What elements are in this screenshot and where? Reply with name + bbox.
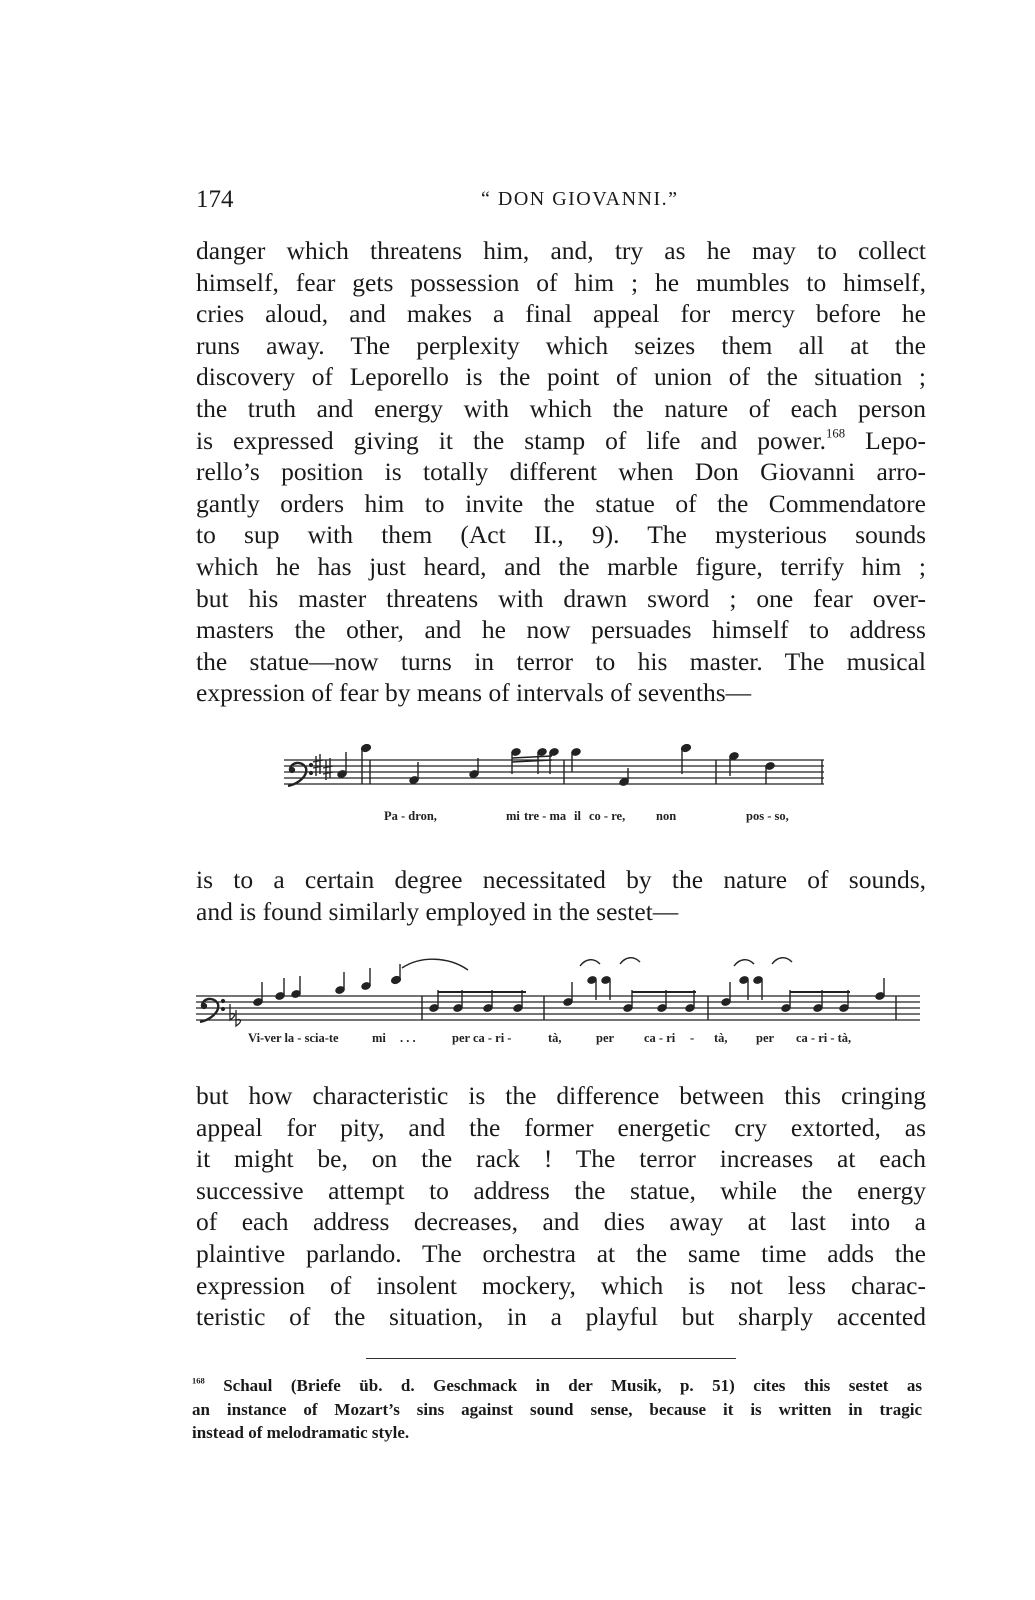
footnote-line: an instance of Mozart’s sins against sound sense, because it is written in tragic [192,1399,922,1419]
notes [337,744,775,786]
footnote-line: instead of melodramatic style. [192,1423,410,1442]
footnote [192,1374,922,1445]
text-line: is to a certain degree necessitated by the nature of sounds, [196,865,926,894]
lyric-syllable: pos - so, [746,809,789,823]
text-line: discovery of Leporello is the point of union of the situation ; [196,362,926,392]
text-line: expression of fear by means of intervals of sevenths— [196,678,752,708]
staff-lines [196,996,920,1020]
key-signature [313,754,333,780]
footnote-text: Schaul (Briefe üb. d. Geschmack in der Musik, p. 51) cites this sestet as [204,1376,922,1395]
text-line: successive attempt to address the statue, while the energy [196,1175,926,1205]
lyric-syllable: mi [506,809,520,823]
text-line: danger which threatens him, and, try as he may to collect [196,236,926,265]
lyric-syllable: tà, [714,1031,728,1045]
page-number: 174 [196,186,234,213]
running-title: “ DON GIOVANNI.” [481,188,679,210]
text-segment: is expressed giving it the stamp of life and power. [196,425,826,455]
text-line: to sup with them (Act II., 9). The mysterious sounds [196,520,926,550]
staff-lines [284,760,824,784]
lyric-syllable: mi [372,1031,386,1045]
lyric-syllable: Pa - dron, [384,809,437,823]
footnote-reference[interactable]: 168 [825,426,846,441]
lyric-syllable: per ca - ri - [452,1031,512,1045]
text-line: the statue—now turns in terror to his master. The musical [196,646,926,676]
lyric-syllable: non [656,809,677,823]
running-header [196,186,926,220]
lyric-syllable: tà, [548,1031,562,1045]
text-line: the truth and energy with which the nature of each person [196,393,926,423]
paragraph-2 [196,864,926,927]
text-line: which he has just heard, and the marble figure, terrify him ; [196,551,926,581]
text-line: and is found similarly employed in the sestet— [196,896,679,926]
footnote-line [192,1374,922,1398]
text-line: rello’s position is totally different when Don Giovanni arro- [196,457,926,487]
text-line: it might be, on the rack ! The terror increases at each [196,1144,926,1174]
lyric-syllable: ca - ri [644,1031,676,1045]
text-line: plaintive parlando. The orchestra at the same time adds the [196,1238,926,1268]
lyric-syllable: per [596,1031,615,1045]
paragraph-3 [196,1080,926,1333]
paragraph-1 [196,235,926,709]
text-line: gantly orders him to invite the statue of the Commendatore [196,488,926,518]
text-line: but his master threatens with drawn sword ; one fear over- [196,583,926,613]
text-line: teristic of the situation, in a playful but sharply accented [196,1302,926,1332]
lyric-syllable: tre - ma [524,809,567,823]
text-line: himself, fear gets possession of him ; he mumbles to himself, [196,267,926,297]
key-signature [230,1004,241,1026]
text-line: of each address decreases, and dies away at last into a [196,1207,926,1237]
music-example-sestet [196,952,920,1048]
text-line: cries aloud, and makes a final appeal for mercy before he [196,299,926,329]
text-line: runs away. The perplexity which seizes them all at the [196,330,926,360]
lyric-syllable: . . . [400,1031,416,1045]
lyrics-line [384,809,789,823]
lyric-syllable: il [574,809,581,823]
lyrics-line [248,1031,851,1045]
lyric-syllable: ca - ri - tà, [796,1031,852,1045]
text-line: but how characteristic is the difference between this cringing [196,1081,926,1110]
text-segment: Lepo- [845,425,927,455]
music-example-leporello [284,744,824,828]
footnote-number: 168 [192,1375,205,1386]
text-line: masters the other, and he now persuades himself to address [196,615,926,645]
footnote-divider [366,1358,736,1359]
lyric-syllable: per [756,1031,775,1045]
text-line: appeal for pity, and the former energetic cry extorted, as [196,1112,926,1142]
lyric-syllable: - [690,1031,695,1045]
lyric-syllable: co - re, [589,809,626,823]
lyric-syllable: Vi-ver la - scia-te [248,1031,339,1045]
text-line [196,425,926,457]
text-line: expression of insolent mockery, which is not less charac- [196,1270,926,1300]
notes [253,958,885,1013]
